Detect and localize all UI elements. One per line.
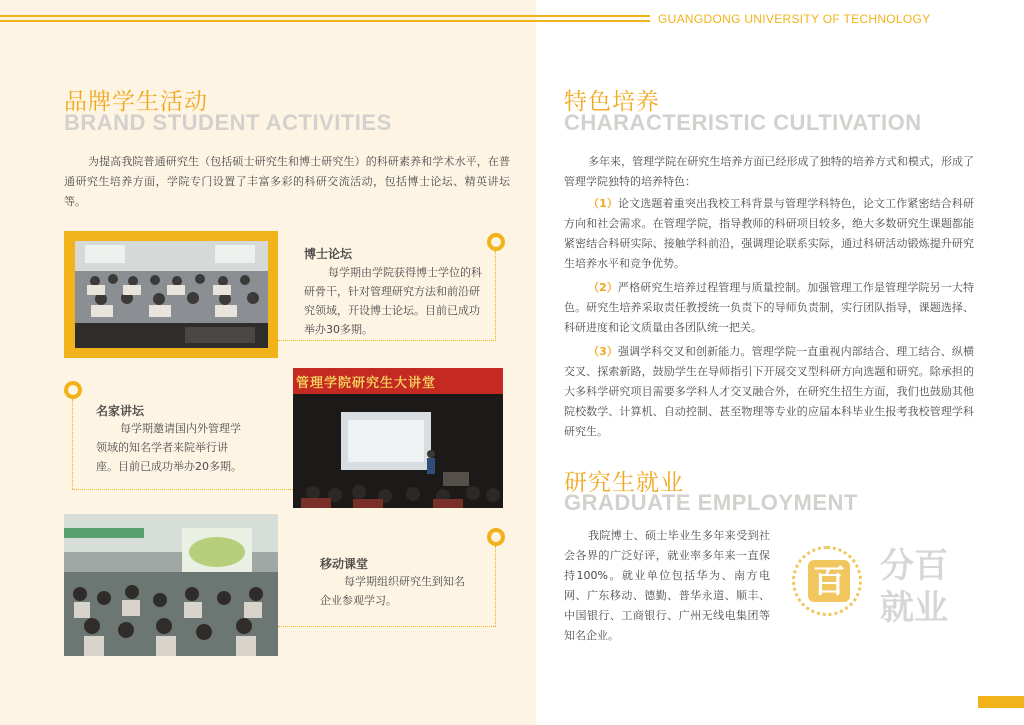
point-text: 严格研究生培养过程管理与质量控制。加强管理工作是管理学院另一大特色。研究生培养采取责任教授统一负责下的导师负责制，实行团队指导，课题选择、科研进度和论文质量由各团队统一把关。 [564,281,975,334]
dotted-connector [72,489,293,490]
dotted-connector [278,340,496,341]
page-tab [978,696,1024,708]
mobile-classroom-photo [64,514,278,656]
brand-title-en: BRAND STUDENT ACTIVITIES [64,110,392,135]
point-text: 强调学科交叉和创新能力。管理学院一直重视内部结合、理工结合、纵横交叉、探索新路，鼓励学生在导师指引下开展交叉型科研方向选题和研究。除承担的大多科学研究项目需要多学科人才交叉融合外，在研究生招生方面，我们也鼓励其他院校数学、计算机、自动控制、甚至物理等专业的应届本科毕业生报考我校管理学科研究生。 [564,345,975,438]
university-name: GUANGDONG UNIVERSITY OF TECHNOLOGY [658,12,931,26]
hundred-char-icon: 百 [808,560,850,602]
item-title-doctoral-forum: 博士论坛 [304,247,353,261]
badge-text-line1: 分百 [880,546,948,586]
doctoral-forum-photo [75,241,268,348]
employment-title-en: GRADUATE EMPLOYMENT [564,490,858,515]
cultivation-point-3 [564,342,974,442]
dotted-connector [72,399,73,489]
point-text: 论文选题着重突出我校工科背景与管理学科特色，论文工作紧密结合科研方向和社会需求。在管理学院，指导教师的科研项目较多，绝大多数研究生课题都能紧密结合科研实际、接触学科前沿，强调理论联系实际，通过科研活动锻炼提升研究生培养水平和竞争优势。 [564,197,975,270]
timeline-ring-icon [64,381,82,399]
dotted-connector [278,626,496,627]
cultivation-intro: 多年来，管理学院在研究生培养方面已经形成了独特的培养方式和模式，形成了管理学院独特的培养特色： [564,155,974,188]
point-number: （2） [588,281,619,294]
cultivation-title-en: CHARACTERISTIC CULTIVATION [564,110,922,135]
header-rule [0,15,650,25]
brand-title-cn: 品牌学生活动 [64,89,208,115]
item-title-mobile-classroom: 移动课堂 [320,557,369,571]
dotted-connector [495,546,496,626]
item-title-famous-lecture: 名家讲坛 [96,404,145,418]
timeline-ring-icon [487,528,505,546]
badge-text-line2: 就业 [880,588,948,628]
cultivation-point-1 [564,194,974,274]
brand-intro: 为提高我院普通研究生（包括硕士研究生和博士研究生）的科研素养和学术水平，在普通研究生培养方面，学院专门设置了丰富多彩的科研交流活动，包括博士论坛、精英讲坛等。 [64,155,510,208]
point-number: （1） [588,197,619,210]
timeline-ring-icon [487,233,505,251]
lecture-banner-text: 管理学院研究生大讲堂 [296,376,437,391]
employment-text: 我院博士、硕士毕业生多年来受到社会各界的广泛好评，就业率多年来一直保持100%。就业单位包括华为、南方电网、广东移动、德勤、普华永道、顺丰、中国银行、工商银行、广州无线电集团等知名企业。 [564,529,770,642]
item-text-famous-lecture: 每学期邀请国内外管理学领域的知名学者来院举行讲座。目前已成功举办20多期。 [96,422,242,473]
cultivation-point-2 [564,278,974,338]
point-number: （3） [588,345,619,358]
item-text-mobile-classroom: 每学期组织研究生到知名企业参观学习。 [320,575,465,607]
cultivation-title-cn: 特色培养 [564,89,660,115]
item-text-doctoral-forum: 每学期由学院获得博士学位的科研骨干，针对管理研究方法和前沿研究领域，开设博士论坛。目前已成功举办30多期。 [304,266,482,336]
dotted-connector [495,251,496,341]
employment-title-cn: 研究生就业 [564,470,684,496]
